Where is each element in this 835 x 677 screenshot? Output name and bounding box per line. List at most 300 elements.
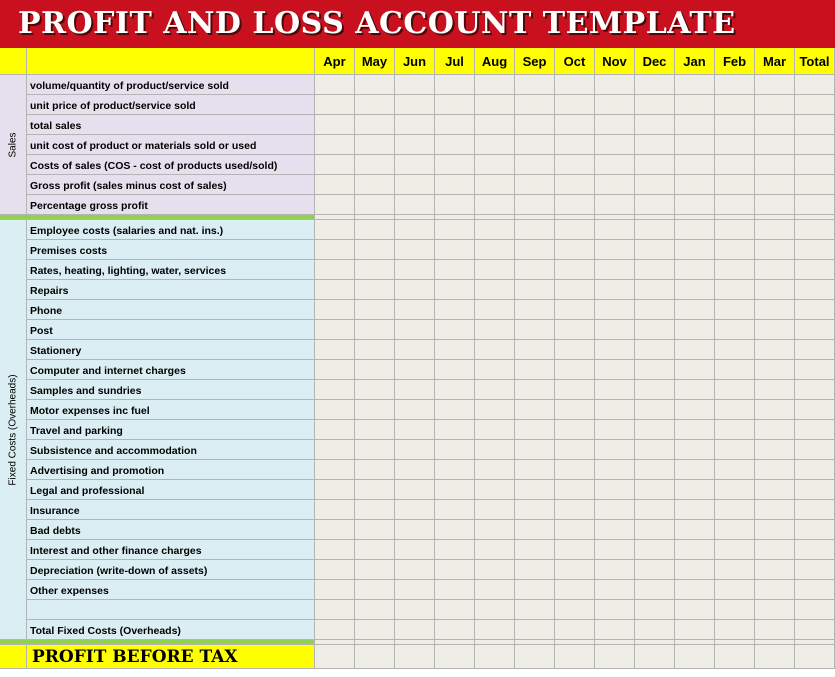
data-cell[interactable] <box>715 360 755 380</box>
data-cell[interactable] <box>315 240 355 260</box>
data-cell[interactable] <box>515 220 555 240</box>
data-cell[interactable] <box>715 175 755 195</box>
data-cell[interactable] <box>355 520 395 540</box>
data-cell[interactable] <box>675 115 715 135</box>
data-cell[interactable] <box>555 480 595 500</box>
data-cell[interactable] <box>515 500 555 520</box>
data-cell[interactable] <box>395 520 435 540</box>
data-cell[interactable] <box>675 380 715 400</box>
data-cell[interactable] <box>795 220 835 240</box>
data-cell[interactable] <box>435 260 475 280</box>
data-cell[interactable] <box>355 115 395 135</box>
data-cell[interactable] <box>595 155 635 175</box>
data-cell[interactable] <box>395 75 435 95</box>
data-cell[interactable] <box>475 240 515 260</box>
data-cell[interactable] <box>475 480 515 500</box>
data-cell[interactable] <box>635 520 675 540</box>
data-cell[interactable] <box>355 580 395 600</box>
data-cell[interactable] <box>635 175 675 195</box>
data-cell[interactable] <box>795 95 835 115</box>
data-cell[interactable] <box>435 620 475 640</box>
data-cell[interactable] <box>395 400 435 420</box>
data-cell[interactable] <box>555 280 595 300</box>
data-cell[interactable] <box>675 420 715 440</box>
data-cell[interactable] <box>555 440 595 460</box>
data-cell[interactable] <box>475 560 515 580</box>
data-cell[interactable] <box>555 195 595 215</box>
data-cell[interactable] <box>795 520 835 540</box>
data-cell[interactable] <box>315 260 355 280</box>
data-cell[interactable] <box>475 95 515 115</box>
data-cell[interactable] <box>755 580 795 600</box>
data-cell[interactable] <box>795 420 835 440</box>
data-cell[interactable] <box>755 440 795 460</box>
data-cell[interactable] <box>475 300 515 320</box>
data-cell[interactable] <box>315 440 355 460</box>
data-cell[interactable] <box>435 320 475 340</box>
data-cell[interactable] <box>715 560 755 580</box>
data-cell[interactable] <box>595 220 635 240</box>
data-cell[interactable] <box>635 440 675 460</box>
data-cell[interactable] <box>515 280 555 300</box>
data-cell[interactable] <box>635 195 675 215</box>
data-cell[interactable] <box>435 560 475 580</box>
data-cell[interactable] <box>435 340 475 360</box>
data-cell[interactable] <box>555 320 595 340</box>
data-cell[interactable] <box>355 195 395 215</box>
data-cell[interactable] <box>715 195 755 215</box>
profit-data-cell[interactable] <box>475 645 515 669</box>
data-cell[interactable] <box>395 260 435 280</box>
data-cell[interactable] <box>795 500 835 520</box>
data-cell[interactable] <box>515 440 555 460</box>
data-cell[interactable] <box>635 540 675 560</box>
data-cell[interactable] <box>755 540 795 560</box>
data-cell[interactable] <box>555 240 595 260</box>
data-cell[interactable] <box>595 500 635 520</box>
data-cell[interactable] <box>515 620 555 640</box>
data-cell[interactable] <box>555 75 595 95</box>
data-cell[interactable] <box>315 520 355 540</box>
data-cell[interactable] <box>315 75 355 95</box>
data-cell[interactable] <box>435 500 475 520</box>
data-cell[interactable] <box>595 400 635 420</box>
data-cell[interactable] <box>515 460 555 480</box>
data-cell[interactable] <box>515 175 555 195</box>
data-cell[interactable] <box>555 460 595 480</box>
data-cell[interactable] <box>435 175 475 195</box>
data-cell[interactable] <box>595 175 635 195</box>
data-cell[interactable] <box>435 280 475 300</box>
profit-data-cell[interactable] <box>315 645 355 669</box>
data-cell[interactable] <box>795 620 835 640</box>
data-cell[interactable] <box>715 520 755 540</box>
data-cell[interactable] <box>715 400 755 420</box>
data-cell[interactable] <box>315 115 355 135</box>
data-cell[interactable] <box>715 220 755 240</box>
data-cell[interactable] <box>395 175 435 195</box>
data-cell[interactable] <box>355 460 395 480</box>
data-cell[interactable] <box>795 400 835 420</box>
data-cell[interactable] <box>475 380 515 400</box>
data-cell[interactable] <box>515 75 555 95</box>
data-cell[interactable] <box>635 240 675 260</box>
data-cell[interactable] <box>795 460 835 480</box>
data-cell[interactable] <box>435 155 475 175</box>
data-cell[interactable] <box>675 480 715 500</box>
data-cell[interactable] <box>515 320 555 340</box>
data-cell[interactable] <box>515 155 555 175</box>
data-cell[interactable] <box>715 460 755 480</box>
data-cell[interactable] <box>515 600 555 620</box>
data-cell[interactable] <box>755 220 795 240</box>
data-cell[interactable] <box>475 580 515 600</box>
data-cell[interactable] <box>315 540 355 560</box>
data-cell[interactable] <box>555 520 595 540</box>
data-cell[interactable] <box>475 320 515 340</box>
data-cell[interactable] <box>755 280 795 300</box>
data-cell[interactable] <box>555 400 595 420</box>
data-cell[interactable] <box>475 340 515 360</box>
data-cell[interactable] <box>315 340 355 360</box>
data-cell[interactable] <box>555 500 595 520</box>
data-cell[interactable] <box>795 240 835 260</box>
data-cell[interactable] <box>595 240 635 260</box>
data-cell[interactable] <box>755 560 795 580</box>
data-cell[interactable] <box>395 300 435 320</box>
data-cell[interactable] <box>635 380 675 400</box>
data-cell[interactable] <box>635 75 675 95</box>
profit-data-cell[interactable] <box>355 645 395 669</box>
data-cell[interactable] <box>715 620 755 640</box>
data-cell[interactable] <box>395 440 435 460</box>
data-cell[interactable] <box>635 600 675 620</box>
data-cell[interactable] <box>795 340 835 360</box>
data-cell[interactable] <box>755 460 795 480</box>
data-cell[interactable] <box>395 360 435 380</box>
data-cell[interactable] <box>515 260 555 280</box>
data-cell[interactable] <box>435 115 475 135</box>
data-cell[interactable] <box>675 220 715 240</box>
data-cell[interactable] <box>555 115 595 135</box>
data-cell[interactable] <box>515 195 555 215</box>
data-cell[interactable] <box>635 340 675 360</box>
data-cell[interactable] <box>755 195 795 215</box>
data-cell[interactable] <box>355 560 395 580</box>
data-cell[interactable] <box>595 520 635 540</box>
data-cell[interactable] <box>795 155 835 175</box>
profit-data-cell[interactable] <box>795 645 835 669</box>
data-cell[interactable] <box>715 75 755 95</box>
data-cell[interactable] <box>355 175 395 195</box>
data-cell[interactable] <box>555 135 595 155</box>
data-cell[interactable] <box>795 560 835 580</box>
data-cell[interactable] <box>315 420 355 440</box>
data-cell[interactable] <box>355 240 395 260</box>
data-cell[interactable] <box>435 95 475 115</box>
data-cell[interactable] <box>715 280 755 300</box>
data-cell[interactable] <box>675 260 715 280</box>
data-cell[interactable] <box>715 440 755 460</box>
data-cell[interactable] <box>515 420 555 440</box>
data-cell[interactable] <box>675 500 715 520</box>
data-cell[interactable] <box>315 480 355 500</box>
data-cell[interactable] <box>475 540 515 560</box>
data-cell[interactable] <box>435 240 475 260</box>
data-cell[interactable] <box>755 135 795 155</box>
data-cell[interactable] <box>755 600 795 620</box>
data-cell[interactable] <box>595 380 635 400</box>
data-cell[interactable] <box>755 320 795 340</box>
data-cell[interactable] <box>635 220 675 240</box>
data-cell[interactable] <box>555 260 595 280</box>
data-cell[interactable] <box>675 175 715 195</box>
data-cell[interactable] <box>355 95 395 115</box>
data-cell[interactable] <box>795 320 835 340</box>
data-cell[interactable] <box>515 380 555 400</box>
data-cell[interactable] <box>595 360 635 380</box>
data-cell[interactable] <box>435 600 475 620</box>
data-cell[interactable] <box>555 175 595 195</box>
data-cell[interactable] <box>755 380 795 400</box>
data-cell[interactable] <box>555 155 595 175</box>
data-cell[interactable] <box>355 400 395 420</box>
data-cell[interactable] <box>715 600 755 620</box>
data-cell[interactable] <box>635 420 675 440</box>
data-cell[interactable] <box>755 520 795 540</box>
data-cell[interactable] <box>355 75 395 95</box>
data-cell[interactable] <box>715 135 755 155</box>
data-cell[interactable] <box>795 540 835 560</box>
data-cell[interactable] <box>795 75 835 95</box>
data-cell[interactable] <box>435 420 475 440</box>
data-cell[interactable] <box>795 280 835 300</box>
data-cell[interactable] <box>755 400 795 420</box>
data-cell[interactable] <box>435 520 475 540</box>
data-cell[interactable] <box>475 420 515 440</box>
data-cell[interactable] <box>515 580 555 600</box>
data-cell[interactable] <box>635 135 675 155</box>
data-cell[interactable] <box>355 500 395 520</box>
data-cell[interactable] <box>795 175 835 195</box>
data-cell[interactable] <box>715 300 755 320</box>
data-cell[interactable] <box>355 420 395 440</box>
data-cell[interactable] <box>515 560 555 580</box>
data-cell[interactable] <box>755 75 795 95</box>
data-cell[interactable] <box>395 155 435 175</box>
data-cell[interactable] <box>315 280 355 300</box>
data-cell[interactable] <box>475 520 515 540</box>
data-cell[interactable] <box>755 480 795 500</box>
data-cell[interactable] <box>355 320 395 340</box>
data-cell[interactable] <box>795 260 835 280</box>
data-cell[interactable] <box>315 155 355 175</box>
data-cell[interactable] <box>795 195 835 215</box>
data-cell[interactable] <box>475 280 515 300</box>
data-cell[interactable] <box>315 380 355 400</box>
data-cell[interactable] <box>355 260 395 280</box>
data-cell[interactable] <box>675 560 715 580</box>
data-cell[interactable] <box>315 620 355 640</box>
data-cell[interactable] <box>675 95 715 115</box>
profit-data-cell[interactable] <box>595 645 635 669</box>
data-cell[interactable] <box>755 175 795 195</box>
data-cell[interactable] <box>435 460 475 480</box>
data-cell[interactable] <box>675 540 715 560</box>
data-cell[interactable] <box>355 620 395 640</box>
data-cell[interactable] <box>675 195 715 215</box>
profit-data-cell[interactable] <box>395 645 435 669</box>
data-cell[interactable] <box>395 220 435 240</box>
data-cell[interactable] <box>515 240 555 260</box>
data-cell[interactable] <box>475 260 515 280</box>
data-cell[interactable] <box>315 500 355 520</box>
data-cell[interactable] <box>755 260 795 280</box>
data-cell[interactable] <box>475 620 515 640</box>
data-cell[interactable] <box>395 600 435 620</box>
data-cell[interactable] <box>555 380 595 400</box>
data-cell[interactable] <box>435 440 475 460</box>
data-cell[interactable] <box>475 460 515 480</box>
data-cell[interactable] <box>315 95 355 115</box>
data-cell[interactable] <box>355 155 395 175</box>
data-cell[interactable] <box>435 135 475 155</box>
data-cell[interactable] <box>675 240 715 260</box>
data-cell[interactable] <box>475 360 515 380</box>
data-cell[interactable] <box>635 460 675 480</box>
data-cell[interactable] <box>755 620 795 640</box>
data-cell[interactable] <box>595 580 635 600</box>
data-cell[interactable] <box>715 500 755 520</box>
profit-data-cell[interactable] <box>515 645 555 669</box>
data-cell[interactable] <box>315 460 355 480</box>
data-cell[interactable] <box>675 520 715 540</box>
data-cell[interactable] <box>515 340 555 360</box>
data-cell[interactable] <box>675 360 715 380</box>
data-cell[interactable] <box>675 580 715 600</box>
data-cell[interactable] <box>475 155 515 175</box>
data-cell[interactable] <box>355 600 395 620</box>
data-cell[interactable] <box>715 380 755 400</box>
data-cell[interactable] <box>715 420 755 440</box>
data-cell[interactable] <box>435 75 475 95</box>
data-cell[interactable] <box>595 320 635 340</box>
data-cell[interactable] <box>355 220 395 240</box>
data-cell[interactable] <box>435 195 475 215</box>
data-cell[interactable] <box>435 360 475 380</box>
profit-data-cell[interactable] <box>555 645 595 669</box>
profit-data-cell[interactable] <box>755 645 795 669</box>
data-cell[interactable] <box>635 155 675 175</box>
data-cell[interactable] <box>635 320 675 340</box>
data-cell[interactable] <box>355 540 395 560</box>
data-cell[interactable] <box>395 460 435 480</box>
data-cell[interactable] <box>635 280 675 300</box>
data-cell[interactable] <box>675 400 715 420</box>
data-cell[interactable] <box>795 580 835 600</box>
data-cell[interactable] <box>675 460 715 480</box>
data-cell[interactable] <box>315 580 355 600</box>
data-cell[interactable] <box>795 380 835 400</box>
data-cell[interactable] <box>635 260 675 280</box>
data-cell[interactable] <box>635 620 675 640</box>
data-cell[interactable] <box>315 175 355 195</box>
data-cell[interactable] <box>715 115 755 135</box>
data-cell[interactable] <box>715 540 755 560</box>
data-cell[interactable] <box>715 320 755 340</box>
data-cell[interactable] <box>355 135 395 155</box>
data-cell[interactable] <box>315 400 355 420</box>
data-cell[interactable] <box>595 95 635 115</box>
data-cell[interactable] <box>355 360 395 380</box>
data-cell[interactable] <box>355 480 395 500</box>
data-cell[interactable] <box>635 95 675 115</box>
data-cell[interactable] <box>395 240 435 260</box>
data-cell[interactable] <box>675 75 715 95</box>
data-cell[interactable] <box>395 380 435 400</box>
data-cell[interactable] <box>595 540 635 560</box>
data-cell[interactable] <box>555 600 595 620</box>
data-cell[interactable] <box>515 480 555 500</box>
data-cell[interactable] <box>315 360 355 380</box>
data-cell[interactable] <box>595 560 635 580</box>
data-cell[interactable] <box>635 500 675 520</box>
data-cell[interactable] <box>435 380 475 400</box>
data-cell[interactable] <box>595 260 635 280</box>
data-cell[interactable] <box>475 220 515 240</box>
data-cell[interactable] <box>315 560 355 580</box>
data-cell[interactable] <box>675 340 715 360</box>
data-cell[interactable] <box>795 135 835 155</box>
data-cell[interactable] <box>715 340 755 360</box>
data-cell[interactable] <box>675 300 715 320</box>
data-cell[interactable] <box>715 155 755 175</box>
data-cell[interactable] <box>595 340 635 360</box>
data-cell[interactable] <box>595 75 635 95</box>
data-cell[interactable] <box>515 300 555 320</box>
data-cell[interactable] <box>315 320 355 340</box>
data-cell[interactable] <box>675 280 715 300</box>
data-cell[interactable] <box>515 540 555 560</box>
data-cell[interactable] <box>755 95 795 115</box>
data-cell[interactable] <box>555 95 595 115</box>
data-cell[interactable] <box>395 340 435 360</box>
data-cell[interactable] <box>395 280 435 300</box>
data-cell[interactable] <box>395 135 435 155</box>
data-cell[interactable] <box>795 600 835 620</box>
data-cell[interactable] <box>795 440 835 460</box>
data-cell[interactable] <box>475 440 515 460</box>
data-cell[interactable] <box>795 115 835 135</box>
data-cell[interactable] <box>635 400 675 420</box>
data-cell[interactable] <box>595 600 635 620</box>
data-cell[interactable] <box>675 600 715 620</box>
data-cell[interactable] <box>595 280 635 300</box>
data-cell[interactable] <box>675 440 715 460</box>
data-cell[interactable] <box>675 620 715 640</box>
data-cell[interactable] <box>755 500 795 520</box>
data-cell[interactable] <box>595 300 635 320</box>
data-cell[interactable] <box>795 360 835 380</box>
data-cell[interactable] <box>555 620 595 640</box>
data-cell[interactable] <box>635 115 675 135</box>
data-cell[interactable] <box>555 420 595 440</box>
data-cell[interactable] <box>355 440 395 460</box>
data-cell[interactable] <box>635 560 675 580</box>
data-cell[interactable] <box>715 95 755 115</box>
data-cell[interactable] <box>435 580 475 600</box>
profit-data-cell[interactable] <box>715 645 755 669</box>
